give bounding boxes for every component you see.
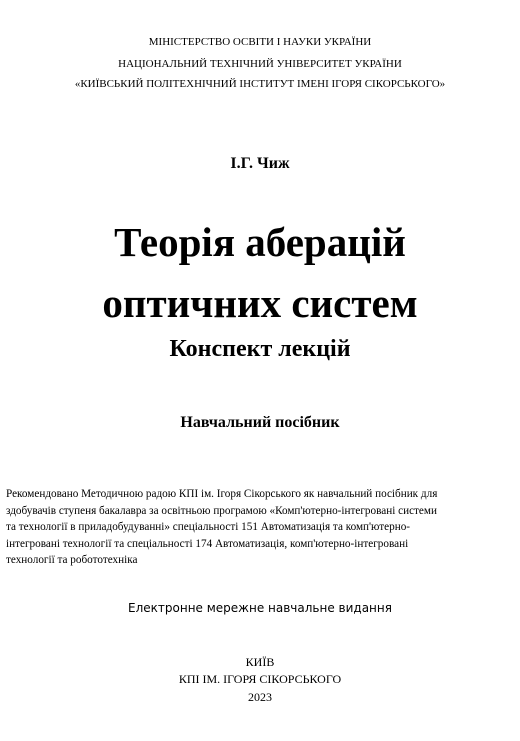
- ministry-name: МІНІСТЕРСТВО ОСВІТИ І НАУКИ УКРАЇНИ: [148, 36, 372, 48]
- recommendation-text: [6, 486, 506, 569]
- publisher-name: КПІ ІМ. ІГОРЯ СІКОРСЬКОГО: [178, 672, 342, 686]
- document-type: Навчальний посібник: [180, 414, 340, 431]
- recommendation-line: технології та робототехніка: [6, 554, 138, 566]
- publication-year: 2023: [248, 690, 272, 704]
- university-name-line1: НАЦІОНАЛЬНИЙ ТЕХНІЧНИЙ УНІВЕРСИТЕТ УКРАЇНИ: [118, 58, 402, 70]
- title-line2: оптичних систем: [102, 280, 418, 326]
- title-line1: Теорія аберацій: [114, 219, 406, 265]
- author-name: І.Г. Чиж: [230, 155, 290, 172]
- recommendation-line: Рекомендовано Методичною радою КПІ ім. Ігоря Сікорського як навчальний посібник для: [6, 488, 438, 500]
- recommendation-line: інтегровані технології та спеціальності 174 Автоматизація, комп'ютерно-інтегровані: [6, 537, 409, 550]
- subtitle: Конспект лекцій: [169, 336, 351, 362]
- recommendation-line: та технології в приладобудуванні» спеціальності 151 Автоматизація та комп'ютерно-: [6, 521, 411, 533]
- recommendation-line: здобувачів ступеня бакалавра за освітньою програмою «Комп'ютерно-інтегровані системи: [6, 504, 437, 517]
- edition-type: Електронне мережне навчальне видання: [128, 601, 392, 615]
- publication-city: КИЇВ: [245, 655, 275, 669]
- university-name-line2: «КИЇВСЬКИЙ ПОЛІТЕХНІЧНИЙ ІНСТИТУТ ІМЕНІ ІГОРЯ СІКОРСЬКОГО»: [74, 78, 446, 90]
